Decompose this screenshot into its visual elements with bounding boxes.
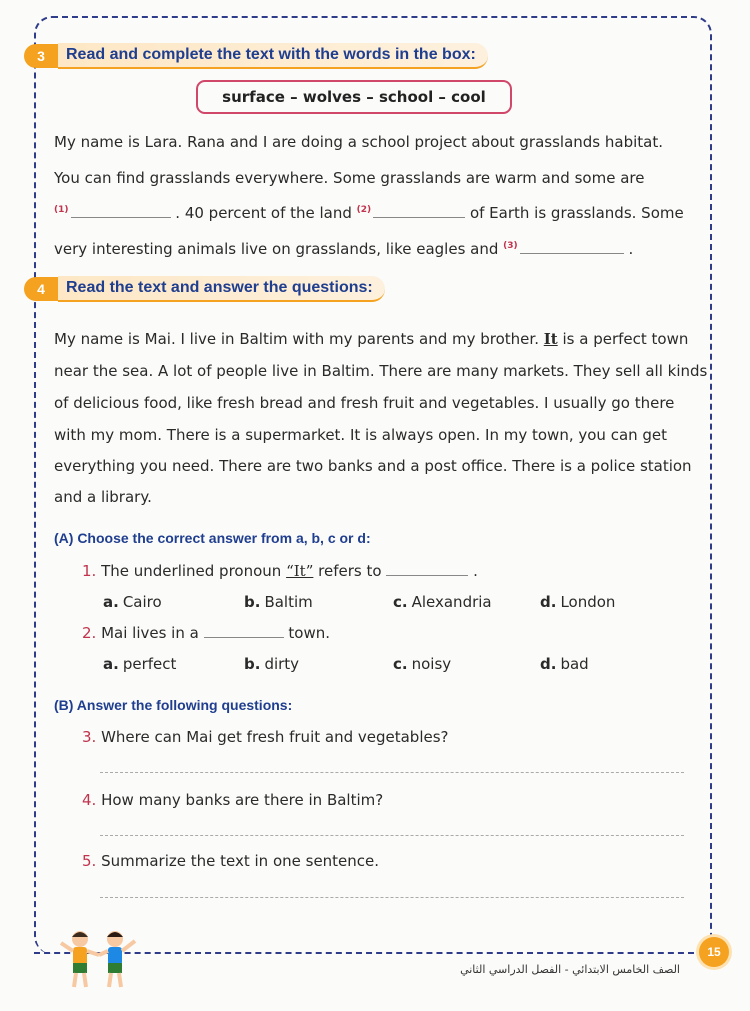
word-box: surface – wolves – school – cool bbox=[196, 80, 512, 114]
q1-option-d-key: d. bbox=[540, 593, 557, 611]
q2-option-a-key: a. bbox=[103, 655, 119, 673]
q1-option-a-key: a. bbox=[103, 593, 119, 611]
q2-option-c[interactable] bbox=[393, 655, 451, 673]
q1-text: The underlined pronoun bbox=[101, 562, 282, 580]
q2-option-a-text: perfect bbox=[122, 655, 177, 673]
passage-line-4: with my mom. There is a supermarket. It is always open. In my town, you can get bbox=[54, 426, 668, 444]
q2-option-d-key: d. bbox=[540, 655, 557, 673]
passage-line-2: near the sea. A lot of people live in Baltim. There are many markets. They sell all kinds bbox=[54, 362, 708, 380]
passage-line-5: everything you need. There are two banks and a post office. There is a police station bbox=[54, 457, 692, 475]
s3-line-1: My name is Lara. Rana and I are doing a school project about grasslands habitat. bbox=[54, 133, 663, 151]
q4-answer-line[interactable] bbox=[100, 835, 684, 836]
q1-blank[interactable] bbox=[386, 575, 468, 576]
q1-option-a-text: Cairo bbox=[122, 593, 162, 611]
q1-option-c-key: c. bbox=[393, 593, 408, 611]
q1-option-b-key: b. bbox=[244, 593, 261, 611]
s3-line-4a: very interesting animals live on grasslands, like eagles and bbox=[54, 240, 499, 258]
q1-option-a[interactable] bbox=[103, 593, 162, 611]
passage-line-3: of delicious food, like fresh bread and fresh fruit and vegetables. I usually go there bbox=[54, 394, 675, 412]
q1-post: refers to bbox=[318, 562, 382, 580]
q2-post: town. bbox=[288, 624, 330, 642]
q3-text: Where can Mai get fresh fruit and vegetables? bbox=[101, 728, 449, 746]
q2-text: Mai lives in a bbox=[101, 624, 199, 642]
blank-3-number: (3) bbox=[503, 241, 518, 251]
s3-line-4 bbox=[54, 240, 633, 258]
q1-option-b[interactable] bbox=[244, 593, 313, 611]
footer-caption: الصف الخامس الابتدائي - الفصل الدراسي الثاني bbox=[460, 963, 680, 976]
question-2 bbox=[82, 624, 330, 642]
part-a-heading: (A) Choose the correct answer from a, b, c or d: bbox=[54, 530, 371, 546]
q5-answer-line[interactable] bbox=[100, 897, 684, 898]
section-3-title: Read and complete the text with the words in the box: bbox=[58, 43, 488, 69]
s3-line-3a: . 40 percent of the land bbox=[175, 204, 352, 222]
blank-1-number: (1) bbox=[54, 205, 69, 215]
q1-option-d-text: London bbox=[560, 593, 616, 611]
q2-option-d-text: bad bbox=[560, 655, 589, 673]
underlined-pronoun: It bbox=[543, 330, 558, 348]
question-1 bbox=[82, 562, 478, 580]
section-4-title: Read the text and answer the questions: bbox=[58, 276, 385, 302]
q2-option-c-text: noisy bbox=[411, 655, 452, 673]
section-4-header bbox=[24, 277, 385, 301]
section-3-header bbox=[24, 44, 488, 68]
passage-line-1 bbox=[54, 330, 688, 348]
q1-option-c-text: Alexandria bbox=[411, 593, 492, 611]
blank-3[interactable] bbox=[520, 253, 624, 254]
q3-answer-line[interactable] bbox=[100, 772, 684, 773]
s3-line-3 bbox=[54, 204, 684, 222]
q2-number: 2. bbox=[82, 624, 97, 642]
q5-text: Summarize the text in one sentence. bbox=[101, 852, 380, 870]
q2-option-b-key: b. bbox=[244, 655, 261, 673]
part-b-heading: (B) Answer the following questions: bbox=[54, 697, 293, 713]
q1-end: . bbox=[473, 562, 478, 580]
q1-option-b-text: Baltim bbox=[264, 593, 313, 611]
question-3 bbox=[82, 728, 449, 746]
blank-2-number: (2) bbox=[356, 205, 372, 215]
question-4 bbox=[82, 791, 383, 809]
section-3-number: 3 bbox=[24, 44, 58, 68]
q1-option-c[interactable] bbox=[393, 593, 492, 611]
page-frame bbox=[34, 16, 712, 954]
q3-number: 3. bbox=[82, 728, 97, 746]
q2-option-b[interactable] bbox=[244, 655, 299, 673]
page-number: 15 bbox=[699, 937, 729, 967]
blank-2[interactable] bbox=[373, 217, 465, 218]
s3-line-4b: . bbox=[628, 240, 634, 258]
q4-text: How many banks are there in Baltim? bbox=[101, 791, 384, 809]
q1-option-d[interactable] bbox=[540, 593, 615, 611]
passage-line-1a: My name is Mai. I live in Baltim with my parents and my brother. bbox=[54, 330, 539, 348]
q2-option-a[interactable] bbox=[103, 655, 176, 673]
q2-blank[interactable] bbox=[204, 637, 284, 638]
q2-option-d[interactable] bbox=[540, 655, 589, 673]
q1-word: “It” bbox=[286, 562, 314, 580]
question-5 bbox=[82, 852, 379, 870]
q1-number: 1. bbox=[82, 562, 97, 580]
passage-line-6: and a library. bbox=[54, 488, 152, 506]
q2-option-b-text: dirty bbox=[264, 655, 300, 673]
q2-option-c-key: c. bbox=[393, 655, 408, 673]
s3-line-3b: of Earth is grasslands. Some bbox=[469, 204, 684, 222]
section-4-number: 4 bbox=[24, 277, 58, 301]
q4-number: 4. bbox=[82, 791, 97, 809]
kids-illustration bbox=[55, 925, 145, 995]
s3-line-2: You can find grasslands everywhere. Some grasslands are warm and some are bbox=[54, 169, 645, 187]
blank-1[interactable] bbox=[71, 217, 171, 218]
passage-line-1b: is a perfect town bbox=[562, 330, 689, 348]
q5-number: 5. bbox=[82, 852, 97, 870]
